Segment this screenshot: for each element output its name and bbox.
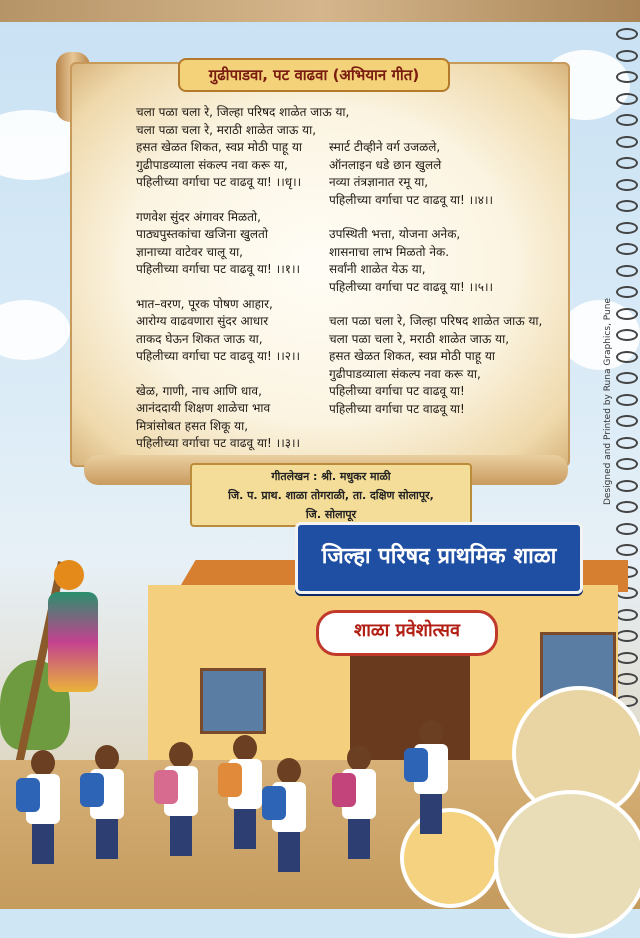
poem-line: पहिलीच्या वर्गाचा पट वाढवू या! (329, 401, 465, 416)
poem-line: पाठ्यपुस्तकांचा खजिना खुलतो (136, 227, 268, 241)
poem-line: भात–वरण, पूरक पोषण आहार, (136, 296, 273, 311)
poem-line: मित्रांसोबत हसत शिकू या, (136, 418, 249, 433)
poem-line: हसत खेळत शिकत, स्वप्न मोठी पाहू या (329, 349, 496, 363)
lyricist-credit (190, 463, 472, 527)
spiral-ring (616, 630, 638, 642)
poem-line: स्मार्ट टीव्हीने वर्ग उजळले, (329, 140, 441, 154)
spiral-ring (616, 71, 638, 83)
student (22, 750, 64, 870)
poem-line: गणवेश सुंदर अंगावर मिळतो, (136, 209, 261, 224)
spiral-ring (616, 673, 638, 685)
school-banner: शाळा प्रवेशोत्सव (316, 610, 498, 656)
spiral-ring (616, 93, 638, 105)
poem-line: शासनाचा लाभ मिळतो नेक. (329, 244, 450, 259)
spiral-ring (616, 136, 638, 148)
poem-line: पहिलीच्या वर्गाचा पट वाढवू या! ।।३।। (136, 436, 301, 450)
spiral-ring (616, 265, 638, 277)
poem-line: पहिलीच्या वर्गाचा पट वाढवू या! ।।१।। (136, 262, 301, 276)
poem-line: ज्ञानाच्या वाटेवर चालू या, (136, 244, 243, 259)
poem-line: खेळ, गाणी, नाच आणि धाव, (136, 383, 262, 398)
stanza (329, 139, 542, 209)
poem-line: चला पळा चला रे, जिल्हा परिषद शाळेत जाऊ या, (136, 105, 350, 119)
poem-title: गुढीपाडवा, पट वाढवा (अभियान गीत) (178, 58, 450, 92)
poem-line: पहिलीच्या वर्गाचा पट वाढवू या! ।।धृ।। (136, 175, 302, 189)
poem-line: ऑनलाइन धडे छान खुलले (329, 157, 442, 172)
poem-right-column (329, 139, 542, 435)
student (338, 745, 380, 865)
computer-lab-inset (494, 790, 640, 938)
poem-line: पहिलीच्या वर्गाचा पट वाढवू या! ।।४।। (329, 192, 494, 207)
spiral-ring (616, 308, 638, 320)
spiral-ring (616, 372, 638, 384)
poem-line: नव्या तंत्रज्ञानात रमू या, (329, 175, 429, 189)
spiral-ring (616, 501, 638, 513)
poem-line: पहिलीच्या वर्गाचा पट वाढवू या! (329, 384, 465, 398)
stanza (329, 226, 542, 296)
credit-line: जि. सोलापूर (305, 508, 357, 521)
student (160, 742, 202, 862)
student (268, 758, 310, 878)
spiral-ring (616, 200, 638, 212)
school-window (200, 668, 266, 734)
gudhi-cloth (48, 592, 98, 692)
spiral-ring (616, 652, 638, 664)
spiral-ring (616, 480, 638, 492)
stanza (136, 296, 349, 366)
credit-line: जि. प. प्राथ. शाळा तोगराळी, ता. दक्षिण सोलापूर, (228, 489, 434, 502)
stanza (136, 104, 349, 192)
printer-credit: Designed and Printed by Runa Graphics, Pune (603, 297, 613, 505)
school-signboard: जिल्हा परिषद प्राथमिक शाळा (295, 522, 583, 594)
spiral-ring (616, 286, 638, 298)
poem-line: चला पळा चला रे, मराठी शाळेत जाऊ या, (136, 122, 317, 137)
poem-line: हसत खेळत शिकत, स्वप्न मोठी पाहू या (136, 140, 303, 154)
spiral-ring (616, 114, 638, 126)
spiral-ring (616, 544, 638, 556)
spiral-ring (616, 458, 638, 470)
spiral-ring (616, 329, 638, 341)
spiral-ring (616, 50, 638, 62)
spiral-ring (616, 179, 638, 191)
stanza (136, 383, 349, 453)
poem-line: सर्वांनी शाळेत येऊ या, (329, 262, 426, 276)
spiral-ring (616, 243, 638, 255)
credit-line: गीतलेखन : श्री. मधुकर माळी (271, 470, 391, 483)
gudhi-pot-icon (54, 560, 84, 590)
spiral-ring (616, 523, 638, 535)
stanza (329, 313, 542, 418)
poem-line: आनंददायी शिक्षण शाळेचा भाव (136, 401, 271, 415)
poem-line: गुढीपाडव्याला संकल्प नवा करू या, (329, 366, 481, 381)
stanza (136, 209, 349, 279)
poem-line: गुढीपाडव्याला संकल्प नवा करू या, (136, 157, 288, 172)
spiral-ring (616, 437, 638, 449)
spiral-ring (616, 157, 638, 169)
spiral-ring (616, 609, 638, 621)
top-decorative-strip (0, 0, 640, 22)
spiral-ring (616, 28, 638, 40)
poem-line: चला पळा चला रे, जिल्हा परिषद शाळेत जाऊ या, (329, 314, 543, 328)
student (224, 735, 266, 855)
spiral-ring (616, 394, 638, 406)
spiral-ring (616, 415, 638, 427)
poem-line: ताकद घेऊन शिकत जाऊ या, (136, 331, 263, 346)
student (410, 720, 452, 840)
poem-line: चला पळा चला रे, मराठी शाळेत जाऊ या, (329, 331, 510, 346)
poem-line: पहिलीच्या वर्गाचा पट वाढवू या! ।।२।। (136, 349, 301, 363)
spiral-ring (616, 351, 638, 363)
poem-left-column (136, 104, 349, 470)
poem-line: पहिलीच्या वर्गाचा पट वाढवू या! ।।५।। (329, 279, 494, 294)
poem-line: उपस्थिती भत्ता, योजना अनेक, (329, 227, 461, 241)
student (86, 745, 128, 865)
spiral-ring (616, 222, 638, 234)
poem-line: आरोग्य वाढवणारा सुंदर आधार (136, 314, 269, 328)
